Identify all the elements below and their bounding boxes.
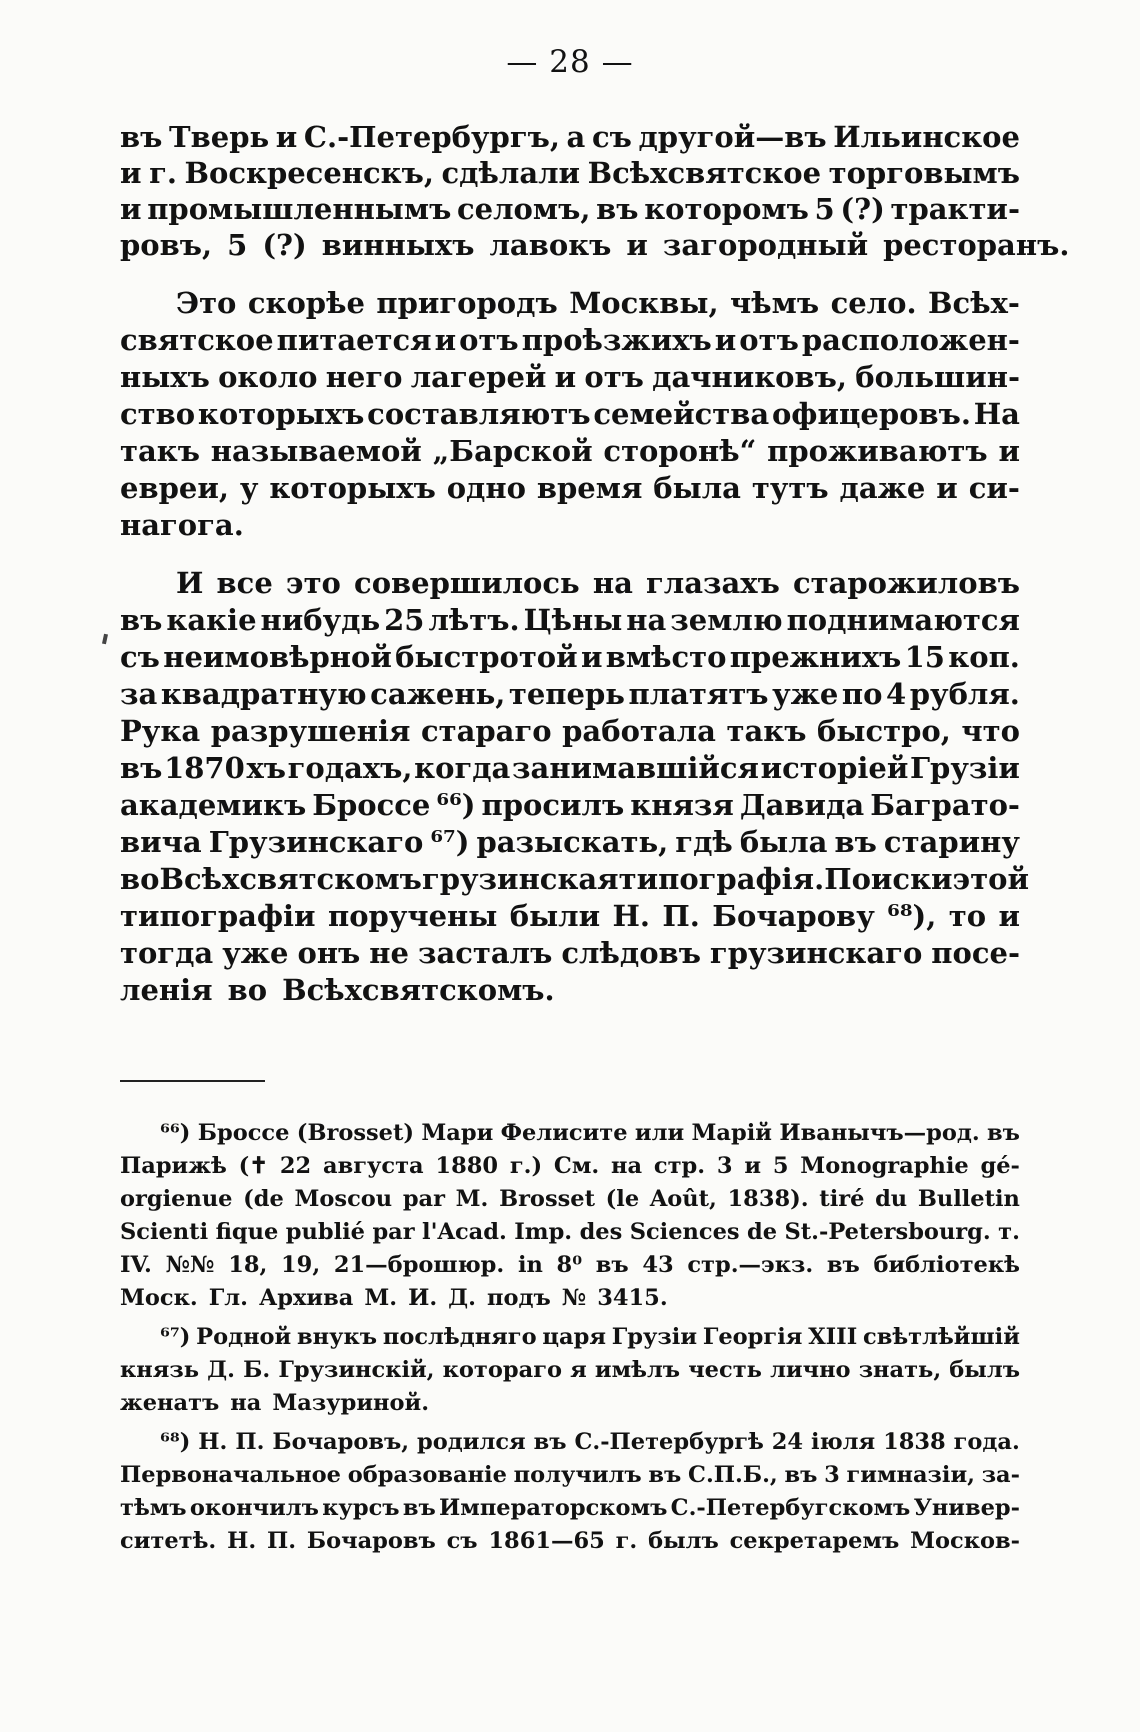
footnote-line: Scienti fique publié par l'Acad. Imp. des Sciences de St.-Petersbourg. т. — [120, 1219, 1020, 1245]
footnote-line: Первоначальное образованіе получилъ въ С.П.Б., въ 3 гимназіи, за- — [120, 1462, 1020, 1488]
text-line: въ Тверь и С.-Петербургъ, а съ другой—въ Ильинское — [120, 120, 1020, 154]
footnote-line: женатъ на Мазуриной. — [120, 1390, 430, 1416]
stray-ink-mark — [102, 634, 108, 645]
footnote-line: Моск. Гл. Архива М. И. Д. подъ № 3415. — [120, 1285, 668, 1311]
text-line: ныхъ около него лагерей и отъ дачниковъ, большин- — [120, 360, 1020, 394]
text-line: за квадратную сажень, теперь платятъ уже по 4 рубля. — [120, 677, 1020, 711]
text-line: и г. Воскресенскъ, сдѣлали Всѣхсвятское торговымъ — [120, 156, 1020, 190]
footnote-line: тѣмъ окончилъ курсъ въ Императорскомъ С.-Петербугскомъ Универ- — [120, 1495, 1020, 1521]
text-line: въ 1870 хъ годахъ, когда занимавшійся исторіей Грузіи — [120, 751, 1020, 785]
footnote-line: ⁶⁷) Родной внукъ послѣдняго царя Грузіи Георгія XIII свѣтлѣйшій — [160, 1324, 1020, 1350]
text-line: Рука разрушенія стараго работала такъ быстро, что — [120, 714, 1020, 748]
text-line: въ какіе нибудь 25 лѣтъ. Цѣны на землю поднимаются — [120, 603, 1020, 637]
footnote-line: князь Д. Б. Грузинскій, котораго я имѣлъ честь лично знать, былъ — [120, 1357, 1020, 1383]
text-line: ленія во Всѣхсвятскомъ. — [120, 973, 555, 1007]
text-line: ровъ, 5 (?) винныхъ лавокъ и загородный ресторанъ. — [120, 228, 1070, 262]
text-line: евреи, у которыхъ одно время была тутъ даже и си- — [120, 471, 1020, 505]
footnote-line: Парижѣ (✝ 22 августа 1880 г.) См. на стр. 3 и 5 Monographie gé- — [120, 1153, 1020, 1179]
text-line: во Всѣхсвятскомъ грузинская типографія. Поиски этой — [120, 862, 1030, 896]
footnote-line: ситетѣ. Н. П. Бочаровъ съ 1861—65 г. былъ секретаремъ Москов- — [120, 1528, 1020, 1554]
footnote-line: ⁶⁸) Н. П. Бочаровъ, родился въ С.-Петербургѣ 24 іюля 1838 года. — [160, 1429, 1020, 1455]
footnote-divider — [120, 1080, 265, 1082]
text-line: святское питается и отъ проѣзжихъ и отъ расположен- — [120, 323, 1020, 357]
text-line: вича Грузинскаго ⁶⁷) разыскать, гдѣ была въ старину — [120, 825, 1020, 859]
footnote-line: IV. №№ 18, 19, 21—брошюр. in 8⁰ въ 43 стр.—экз. въ библіотекѣ — [120, 1252, 1020, 1278]
text-line: и промышленнымъ селомъ, въ которомъ 5 (?) тракти- — [120, 192, 1020, 226]
text-line: типографіи поручены были Н. П. Бочарову ⁶⁸), то и — [120, 899, 1020, 933]
text-line: И все это совершилось на глазахъ старожиловъ — [176, 566, 1020, 600]
text-line: такъ называемой „Барской сторонѣ“ проживаютъ и — [120, 434, 1020, 468]
text-line: нагога. — [120, 508, 244, 542]
text-line: академикъ Броссе ⁶⁶) просилъ князя Давида Баграто- — [120, 788, 1020, 822]
text-line: тогда уже онъ не засталъ слѣдовъ грузинскаго посе- — [120, 936, 1020, 970]
page-number: — 28 — — [506, 44, 634, 80]
text-line: Это скорѣе пригородъ Москвы, чѣмъ село. Всѣх- — [176, 286, 1020, 320]
footnote-line: ⁶⁶) Броссе (Brosset) Мари Фелисите или Марій Иванычъ—род. въ — [160, 1120, 1020, 1146]
text-line: съ неимовѣрной быстротой и вмѣсто прежнихъ 15 коп. — [120, 640, 1020, 674]
text-line: ство которыхъ составляютъ семейства офицеровъ. На — [120, 397, 1020, 431]
footnote-line: orgienue (de Moscou par M. Brosset (le Août, 1838). tiré du Bulletin — [120, 1186, 1020, 1212]
